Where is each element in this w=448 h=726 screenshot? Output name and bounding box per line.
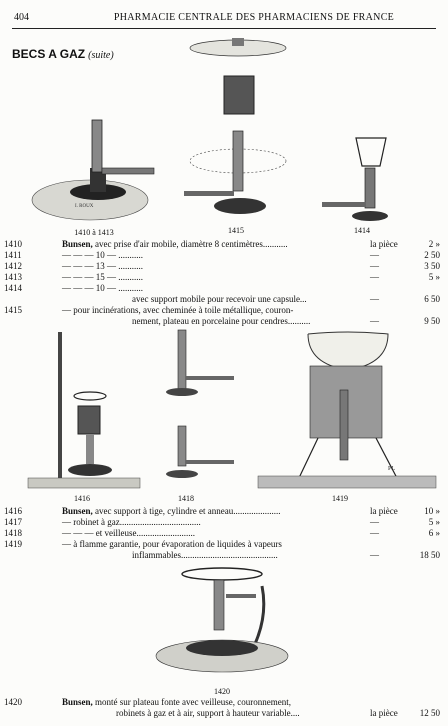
item-number: 1419 [4, 539, 22, 549]
item-price: 3 50 [424, 261, 440, 271]
item-price: 10 » [424, 506, 440, 516]
item-price: 5 » [428, 272, 440, 282]
list-item [0, 261, 448, 272]
item-description: — — — 10 — ........... [62, 250, 143, 260]
item-description: — pour incinérations, avec cheminée à toile métallique, couron- [62, 305, 294, 315]
illustration-1419 [258, 330, 438, 490]
illustration-1414 [318, 130, 408, 230]
item-price: 18 50 [419, 550, 440, 560]
svg-text:PL: PL [388, 466, 396, 472]
item-number: 1415 [4, 305, 22, 315]
item-name: Bunsen, [62, 239, 93, 249]
item-description: inflammables........................................... [132, 550, 278, 560]
item-description: — à flamme garantie, pour évaporation de liquides à vapeurs [62, 539, 282, 549]
list-item [0, 539, 448, 550]
list-item [0, 294, 448, 305]
item-description: — robinet à gaz.................................... [62, 517, 201, 527]
figure-caption-1414: 1414 [354, 226, 370, 235]
item-number: 1420 [4, 697, 22, 707]
figure-caption-1410: 1410 à 1413 [74, 228, 114, 237]
item-description: avec support à tige, cylindre et anneau..................... [95, 506, 281, 516]
illustration-1420 [150, 566, 300, 684]
item-number: 1417 [4, 517, 22, 527]
item-price: 9 50 [424, 316, 440, 326]
item-unit: — [370, 316, 379, 326]
item-description: avec support mobile pour recevoir une capsule... [132, 294, 307, 304]
item-unit: — [370, 528, 379, 538]
item-description: robinets à gaz et à air, support à hauteur variable.... [116, 708, 300, 718]
figure-caption-1416: 1416 [74, 494, 90, 503]
item-number: 1412 [4, 261, 22, 271]
item-number: 1410 [4, 239, 22, 249]
item-number: 1411 [4, 250, 22, 260]
item-unit: la pièce [370, 239, 398, 249]
page-number: 404 [14, 12, 29, 23]
list-item [0, 305, 448, 316]
item-price: 2 » [428, 239, 440, 249]
list-item [0, 250, 448, 261]
item-price: 6 50 [424, 294, 440, 304]
illustration-1418 [160, 326, 240, 491]
item-description: — — — et veilleuse.......................... [62, 528, 195, 538]
item-price: 2 50 [424, 250, 440, 260]
item-unit: — [370, 272, 379, 282]
item-description: — — — 15 — ........... [62, 272, 143, 282]
figure-caption-1418: 1418 [178, 494, 194, 503]
item-unit: — [370, 550, 379, 560]
item-unit: la pièce [370, 506, 398, 516]
page-header [14, 12, 434, 26]
item-description: monté sur plateau fonte avec veilleuse, couronnement, [95, 697, 291, 707]
item-description: nement, plateau en porcelaine pour cendres.......... [132, 316, 311, 326]
item-unit: — [370, 261, 379, 271]
item-number: 1416 [4, 506, 22, 516]
item-unit: la pièce [370, 708, 398, 718]
item-price: 5 » [428, 517, 440, 527]
item-description: — — — 10 — ........... [62, 283, 143, 293]
item-unit: — [370, 250, 379, 260]
price-list-3 [0, 697, 448, 719]
price-list-2 [0, 506, 448, 561]
figure-caption-1419: 1419 [332, 494, 348, 503]
list-item [0, 272, 448, 283]
item-name: Bunsen, [62, 506, 93, 516]
section-title-text: BECS A GAZ [12, 47, 86, 61]
svg-text:I. ROUX: I. ROUX [75, 204, 94, 209]
illustration-1416 [28, 328, 143, 493]
illustration-1410-1413 [30, 110, 170, 225]
item-unit: — [370, 517, 379, 527]
list-item [0, 708, 448, 719]
item-description: — — — 13 — ........... [62, 261, 143, 271]
figure-caption-1420: 1420 [214, 687, 230, 696]
illustration-1415 [180, 36, 290, 226]
list-item [0, 283, 448, 294]
item-price: 6 » [428, 528, 440, 538]
figure-caption-1415: 1415 [228, 226, 244, 235]
list-item [0, 697, 448, 708]
section-title [12, 47, 114, 61]
item-name: Bunsen, [62, 697, 93, 707]
item-description: avec prise d'air mobile, diamètre 8 centimètres........... [95, 239, 288, 249]
item-unit: — [370, 294, 379, 304]
list-item [0, 517, 448, 528]
list-item [0, 239, 448, 250]
item-price: 12 50 [419, 708, 440, 718]
item-number: 1414 [4, 283, 22, 293]
price-list-1 [0, 239, 448, 327]
page-title: PHARMACIE CENTRALE DES PHARMACIENS DE FRANCE [113, 12, 395, 23]
list-item [0, 506, 448, 517]
item-number: 1418 [4, 528, 22, 538]
list-item [0, 528, 448, 539]
header-rule [12, 28, 436, 29]
section-suffix: (suite) [88, 50, 114, 61]
item-number: 1413 [4, 272, 22, 282]
list-item [0, 550, 448, 561]
